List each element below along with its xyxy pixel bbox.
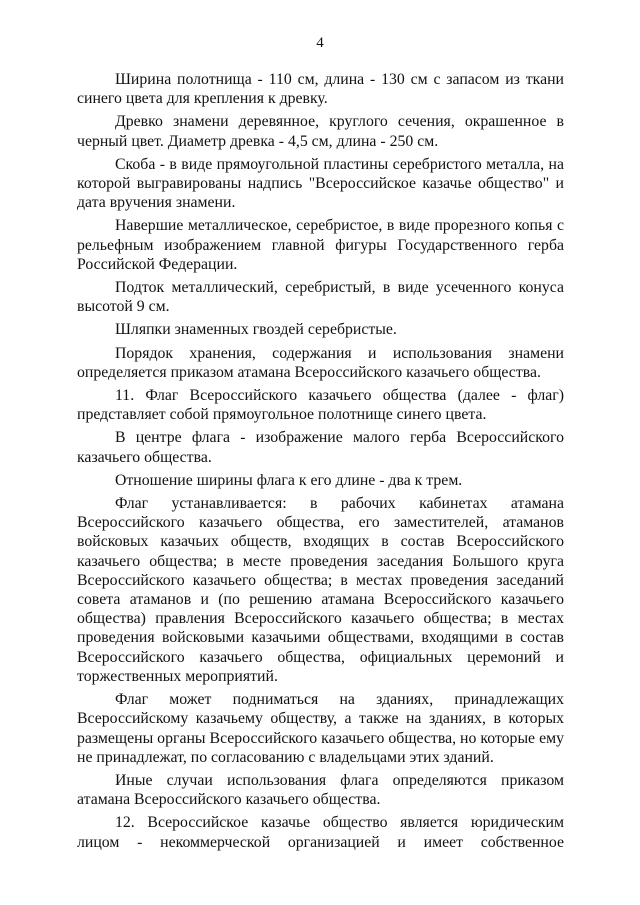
paragraph-panel-size: Ширина полотнища - 110 см, длина - 130 см с запасом из ткани синего цвета для крепления к древку. (77, 71, 564, 108)
paragraph-legal-entity: 12. Всероссийское казачье общество является юридическим лицом - некоммерческой организацией и имеет собственное (77, 814, 564, 851)
paragraph-bracket: Скоба - в виде прямоугольной пластины серебристого металла, на которой выгравированы надпись "Всероссийское казачье общество" и дата вручения знамени. (77, 155, 564, 212)
paragraph-flag-ratio: Отношение ширины флага к его длине - два к трем. (115, 471, 463, 489)
page-number: 4 (316, 35, 324, 51)
paragraph-flag-other-uses: Иные случаи использования флага определяются приказом атамана Всероссийского казачьего общества. (77, 771, 564, 809)
paragraph-staff: Древко знамени деревянное, круглого сечения, окрашенное в черный цвет. Диаметр древка - 4,5 см, длина - 250 см. (77, 113, 564, 150)
paragraph-flag-definition: 11. Флаг Всероссийского казачьего общества (далее - флаг) представляет собой прямоугольное полотнище синего цвета. (77, 387, 564, 424)
paragraph-flag-center: В центре флага - изображение малого герба Всероссийского казачьего общества. (77, 429, 564, 466)
paragraph-ferrule: Подток металлический, серебристый, в виде усеченного конуса высотой 9 см. (77, 279, 564, 316)
paragraph-banner-storage: Порядок хранения, содержания и использования знамени определяется приказом атамана Всероссийского казачьего общества. (77, 344, 564, 381)
paragraph-flag-raising: Флаг может подниматься на зданиях, принадлежащих Всероссийскому казачьему обществу, а также на зданиях, в которых размещены органы Всероссийского казачьего общества, но которые ему не принадлежат, по согласованию с владельцами этих зданий. (77, 691, 564, 766)
document-body (77, 70, 564, 856)
paragraph-nails: Шляпки знаменных гвоздей серебристые. (115, 321, 397, 339)
paragraph-flag-placement: Флаг устанавливается: в рабочих кабинетах атамана Всероссийского казачьего общества, его заместителей, атаманов войсковых казачьих обществ, входящих в состав Всероссийского казачьего общества; в месте проведения заседания Большого круга Всероссийского казачьего общества; в местах проведения заседаний совета атаманов и (по решению атамана Всероссийского казачьего общества) правления Всероссийского казачьего общества; в местах проведения войсковыми казачьими обществами, входящими в состав Всероссийского казачьего общества, официальных церемоний и торжественных мероприятий. (77, 495, 564, 685)
paragraph-finial: Навершие металлическое, серебристое, в виде прорезного копья с рельефным изображением главной фигуры Государственного герба Российской Федерации. (77, 217, 564, 273)
